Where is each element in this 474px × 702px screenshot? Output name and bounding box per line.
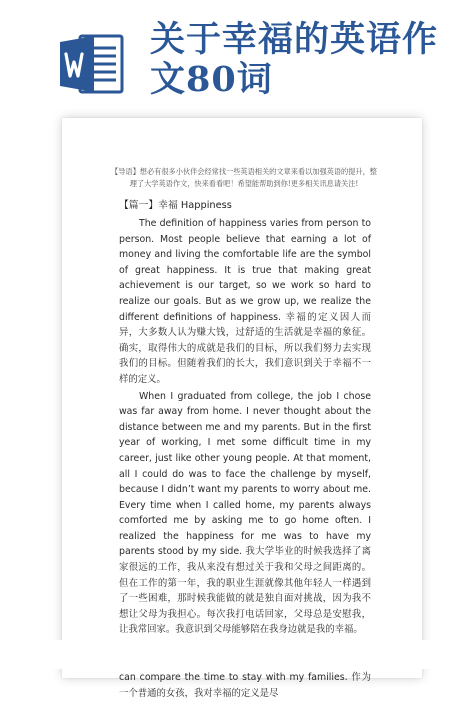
page-title: 关于幸福的英语作文80词	[150, 19, 439, 100]
bottom-strip	[0, 640, 474, 669]
paragraph: The definition of happiness varies from person to person. Most people believe that earning a lot of money and living the comfortable life are the symbol of great happiness. It is true that making great achievement is our target, so we work so hard to realize our goals. But as we grow up, we realize the different definitions of happiness. 幸福的定义因人而异，大多数人认为赚大钱，过舒适的生活就是幸福的象征。确实，取得伟大的成就是我们的目标，所以我们努力去实现我们的目标。但随着我们的长大，我们意识到关于幸福不一样的定义。	[119, 218, 371, 385]
guide-text: 【导语】想必有很多小伙伴会经常找一些英语相关的文章来看以加强英语的提升，整理了大学英语作文，快来看看吧！希望能帮助到你!更多相关讯息请关注!	[111, 167, 377, 188]
header-band	[0, 0, 474, 105]
section-heading: 【篇一】幸福 Happiness	[119, 200, 232, 211]
paragraph: When I graduated from college, the job I chose was far away from home. I never thought about the distance between me and my parents. But in the first year of working, I met some difficult time in my career, just like other young people. At that moment, all I could do was to face the challenge by myself, because I didn’t want my parents to worry about me. Every time when I called home, my parents always comforted me by asking me to go home often. I realized the happiness for me was to have my parents stood by my side. 我大学毕业的时候我选择了离家很远的工作，我从来没有想过关于我和父母之间距离的。但在工作的第一年，我的职业生涯就像其他年轻人一样遇到了一些困难，那时候我能做的就是独自面对挑战，因为我不想让父母为我担心。每次我打电话回家，父母总是安慰我，让我常回家。我意识到父母能够陪在我身边就是我的幸福。	[119, 390, 371, 636]
word-document-icon	[58, 32, 124, 96]
document-body	[119, 216, 371, 702]
paragraph: can compare the time to stay with my families. 作为一个普通的女孩，我对幸福的定义是尽	[119, 672, 371, 699]
